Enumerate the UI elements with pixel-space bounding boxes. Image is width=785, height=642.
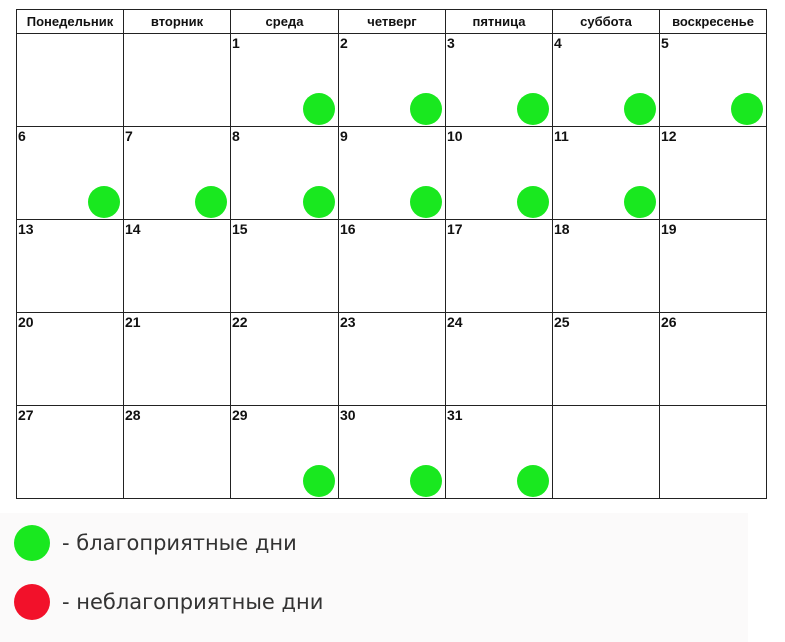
day-cell bbox=[446, 313, 553, 406]
day-number: 25 bbox=[554, 314, 570, 330]
day-number: 11 bbox=[554, 128, 569, 144]
day-number: 19 bbox=[661, 221, 677, 237]
day-cell bbox=[231, 34, 339, 127]
weekday-header-wednesday: среда bbox=[231, 10, 339, 34]
weekday-header-sunday: воскресенье bbox=[660, 10, 767, 34]
day-cell bbox=[17, 220, 124, 313]
day-cell bbox=[553, 313, 660, 406]
day-cell bbox=[124, 313, 231, 406]
day-number: 9 bbox=[340, 128, 348, 144]
day-cell bbox=[446, 34, 553, 127]
unfavorable-dot-icon bbox=[14, 584, 50, 620]
day-cell bbox=[231, 220, 339, 313]
day-cell bbox=[339, 34, 446, 127]
day-number: 12 bbox=[661, 128, 677, 144]
day-cell bbox=[553, 127, 660, 220]
favorable-day-dot-icon bbox=[303, 93, 335, 125]
day-number: 14 bbox=[125, 221, 141, 237]
day-cell bbox=[660, 34, 767, 127]
weekday-header-tuesday: вторник bbox=[124, 10, 231, 34]
legend-item-favorable bbox=[14, 525, 297, 561]
legend-label-favorable: - благоприятные дни bbox=[62, 531, 297, 555]
favorable-day-dot-icon bbox=[624, 93, 656, 125]
week-row bbox=[17, 127, 767, 220]
week-row bbox=[17, 220, 767, 313]
day-cell bbox=[446, 220, 553, 313]
day-number: 13 bbox=[18, 221, 34, 237]
day-number: 2 bbox=[340, 35, 348, 51]
weekday-header-monday: Понедельник bbox=[17, 10, 124, 34]
day-number: 29 bbox=[232, 407, 248, 423]
day-number: 4 bbox=[554, 35, 562, 51]
day-cell bbox=[446, 127, 553, 220]
empty-day-cell bbox=[17, 34, 124, 127]
favorable-day-dot-icon bbox=[88, 186, 120, 218]
day-number: 3 bbox=[447, 35, 455, 51]
favorable-day-dot-icon bbox=[410, 93, 442, 125]
day-cell bbox=[553, 220, 660, 313]
favorable-dot-icon bbox=[14, 525, 50, 561]
weekday-header-saturday: суббота bbox=[553, 10, 660, 34]
day-number: 26 bbox=[661, 314, 677, 330]
day-number: 7 bbox=[125, 128, 133, 144]
day-cell bbox=[660, 313, 767, 406]
day-number: 16 bbox=[340, 221, 356, 237]
legend-label-unfavorable: - неблагоприятные дни bbox=[62, 590, 324, 614]
day-cell bbox=[660, 127, 767, 220]
favorable-day-dot-icon bbox=[410, 465, 442, 497]
day-cell bbox=[339, 406, 446, 499]
day-cell bbox=[660, 220, 767, 313]
day-cell bbox=[17, 127, 124, 220]
empty-day-cell bbox=[124, 34, 231, 127]
day-number: 8 bbox=[232, 128, 240, 144]
day-cell bbox=[231, 127, 339, 220]
favorable-day-dot-icon bbox=[624, 186, 656, 218]
favorable-day-dot-icon bbox=[517, 186, 549, 218]
day-cell bbox=[124, 127, 231, 220]
day-cell bbox=[339, 220, 446, 313]
empty-day-cell bbox=[660, 406, 767, 499]
legend-item-unfavorable bbox=[14, 584, 323, 620]
day-number: 22 bbox=[232, 314, 248, 330]
favorable-day-dot-icon bbox=[410, 186, 442, 218]
day-number: 23 bbox=[340, 314, 356, 330]
favorable-day-dot-icon bbox=[303, 465, 335, 497]
day-number: 27 bbox=[18, 407, 34, 423]
day-cell bbox=[339, 127, 446, 220]
day-cell bbox=[17, 406, 124, 499]
day-number: 30 bbox=[340, 407, 356, 423]
day-cell bbox=[124, 406, 231, 499]
favorable-day-dot-icon bbox=[303, 186, 335, 218]
day-number: 18 bbox=[554, 221, 570, 237]
week-row bbox=[17, 313, 767, 406]
day-number: 31 bbox=[447, 407, 463, 423]
day-number: 5 bbox=[661, 35, 669, 51]
day-number: 1 bbox=[232, 35, 240, 51]
legend bbox=[0, 513, 748, 642]
favorable-day-dot-icon bbox=[517, 465, 549, 497]
calendar-grid bbox=[16, 9, 767, 499]
day-number: 6 bbox=[18, 128, 26, 144]
empty-day-cell bbox=[553, 406, 660, 499]
day-cell bbox=[231, 406, 339, 499]
weekday-header-friday: пятница bbox=[446, 10, 553, 34]
day-cell bbox=[124, 220, 231, 313]
day-number: 15 bbox=[232, 221, 248, 237]
day-number: 24 bbox=[447, 314, 463, 330]
day-number: 17 bbox=[447, 221, 463, 237]
weekday-header-thursday: четверг bbox=[339, 10, 446, 34]
day-number: 20 bbox=[18, 314, 34, 330]
day-cell bbox=[17, 313, 124, 406]
day-cell bbox=[553, 34, 660, 127]
day-cell bbox=[339, 313, 446, 406]
favorable-day-dot-icon bbox=[517, 93, 549, 125]
week-row bbox=[17, 34, 767, 127]
day-number: 10 bbox=[447, 128, 463, 144]
week-row bbox=[17, 406, 767, 499]
favorable-day-dot-icon bbox=[195, 186, 227, 218]
day-number: 21 bbox=[125, 314, 141, 330]
favorable-day-dot-icon bbox=[731, 93, 763, 125]
weekday-header-row bbox=[17, 10, 767, 34]
day-cell bbox=[231, 313, 339, 406]
day-cell bbox=[446, 406, 553, 499]
calendar-body bbox=[17, 34, 767, 499]
day-number: 28 bbox=[125, 407, 141, 423]
